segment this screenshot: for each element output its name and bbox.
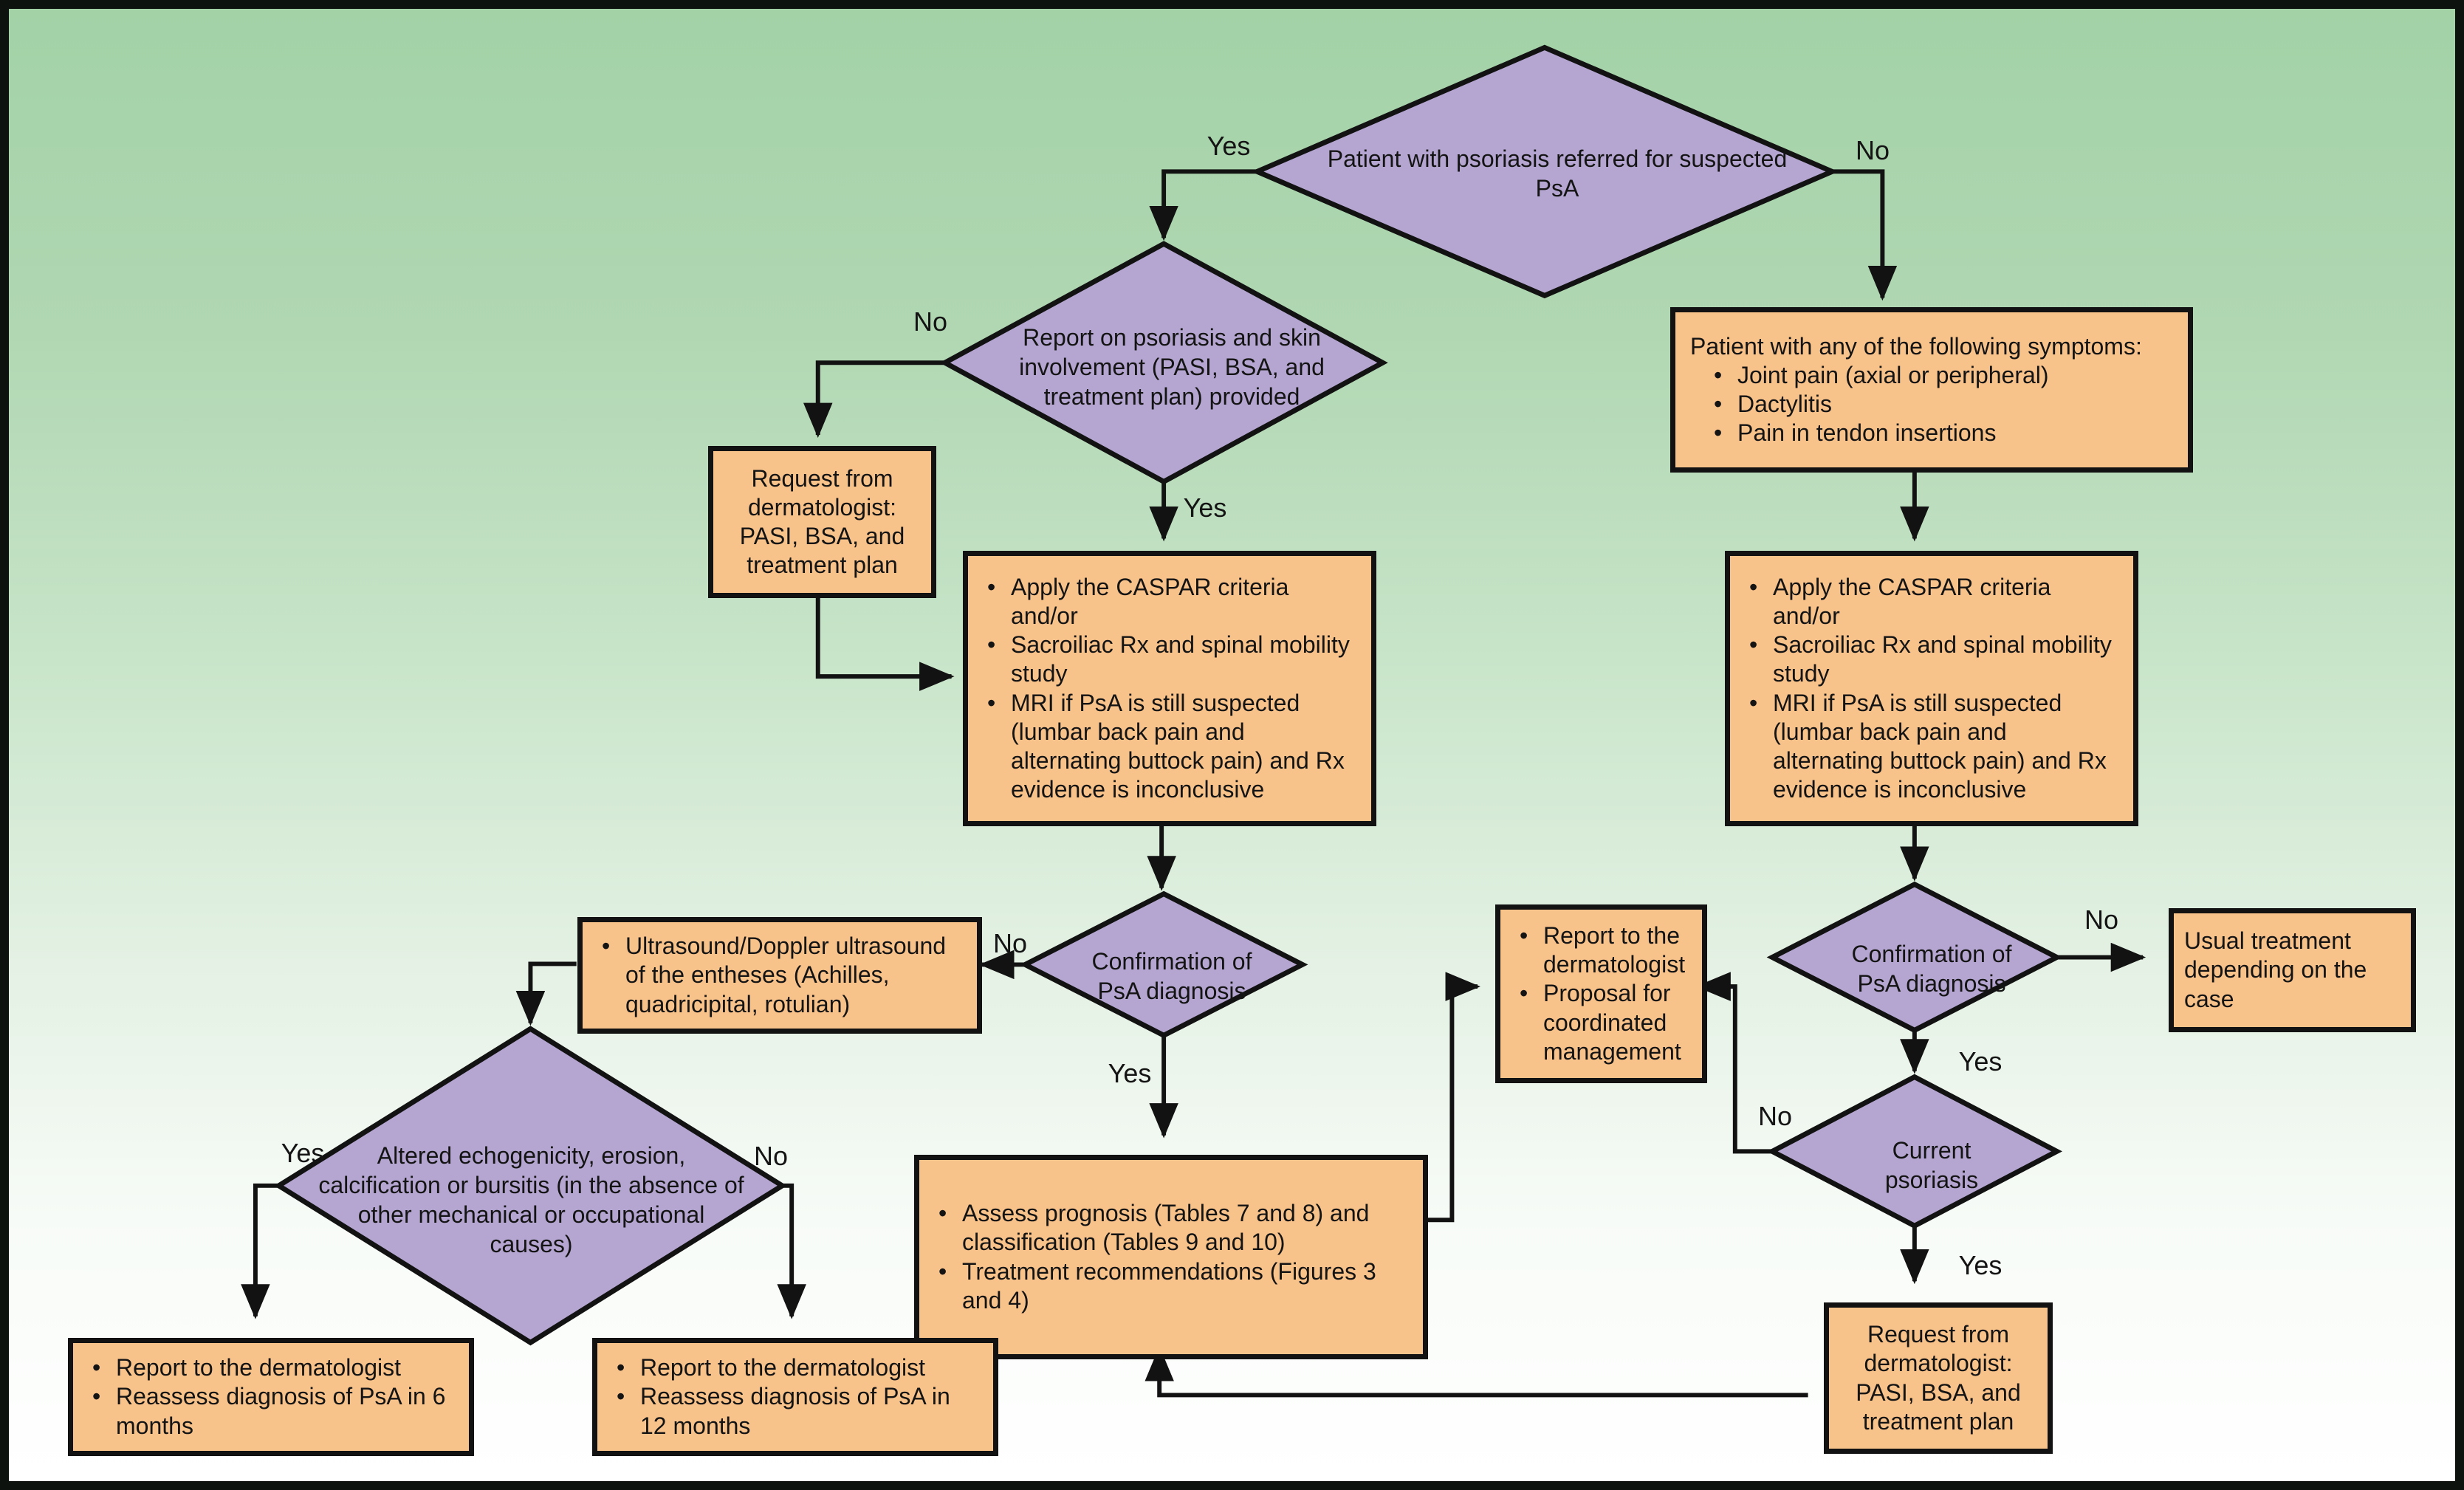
connector-report-no [818,363,945,435]
bullet-item: • Apply the CASPAR criteria and/or [978,573,1361,631]
bullet-item: • Sacroiliac Rx and spinal mobility study [978,631,1361,688]
process-request-dermatologist-right-text: Request from dermatologist: PASI, BSA, and treatment plan [1856,1321,2021,1435]
edge-label-current-no: No [1757,1101,1793,1131]
edge-label-report-no: No [913,306,948,337]
edge-label-confirmation-right-yes: Yes [1958,1046,2003,1077]
bullet-item: • Report to the dermatologist [608,1353,983,1382]
edge-label-confirmation-right-no: No [2084,904,2119,935]
decision-altered-echogenicity-text: Altered echogenicity, erosion, calcification or bursitis (in the absence of other mechanical or occupational causes) [318,1142,744,1257]
decision-confirmation-left-text: Confirmation of PsA diagnosis [1091,948,1252,1004]
connector-altered-no [782,1186,792,1316]
edge-label-referral-yes: Yes [1207,131,1251,161]
edge-label-report-yes: Yes [1183,492,1227,523]
bullet-item: • Dactylitis [1705,390,2178,419]
bullet-item: • MRI if PsA is still suspected (lumbar back pain and alternating buttock pain) and Rx evidence is inconclusive [978,689,1361,804]
connector-referral-no [1832,171,1882,298]
process-patient-symptoms [1670,307,2193,473]
bullet-item: • Joint pain (axial or peripheral) [1705,361,2178,390]
process-patient-symptoms-title: Patient with any of the following symptoms: [1690,332,2142,360]
bullet-item: • Report to the dermatologist [83,1353,459,1382]
bullet-item: • Assess prognosis (Tables 7 and 8) and classification (Tables 9 and 10) [930,1199,1413,1257]
bullet-item: • Pain in tendon insertions [1705,419,2178,447]
bullet-item: • Apply the CASPAR criteria and/or [1740,573,2123,631]
edge-label-confirmation-left-no: No [992,928,1028,958]
process-request-dermatologist-left [708,446,936,598]
bullet-item: • Reassess diagnosis of PsA in 12 months [608,1382,983,1440]
process-report-12-months [592,1338,998,1456]
connector-referral-yes [1164,171,1257,238]
bullet-item: • MRI if PsA is still suspected (lumbar back pain and alternating buttock pain) and Rx evidence is inconclusive [1740,689,2123,804]
process-usual-treatment-text: Usual treatment depending on the case [2184,927,2367,1012]
connector-altered-yes [255,1186,279,1316]
bullet-item: • Reassess diagnosis of PsA in 6 months [83,1382,459,1440]
edge-label-altered-no: No [753,1141,789,1171]
connector-ultrasound-to-altered [530,964,576,1023]
edge-label-altered-yes: Yes [281,1138,325,1168]
bullet-item: • Ultrasound/Doppler ultrasound of the entheses (Achilles, quadricipital, rotulian) [593,932,967,1018]
process-caspar-right [1725,551,2138,826]
process-request-dermatologist-right [1824,1302,2053,1454]
process-ultrasound [577,917,982,1034]
edge-label-referral-no: No [1855,135,1890,165]
process-usual-treatment [2169,908,2416,1032]
process-caspar-left [963,551,1376,826]
decision-current-psoriasis-text: Current psoriasis [1884,1137,1979,1193]
process-request-dermatologist-left-text: Request from dermatologist: PASI, BSA, and treatment plan [739,464,905,579]
decision-referred-text: Patient with psoriasis referred for suspected PsA [1327,145,1788,202]
process-assess-prognosis [914,1155,1428,1359]
process-report-proposal [1495,904,1707,1083]
edge-label-current-yes: Yes [1958,1250,2003,1280]
bullet-item: • Proposal for coordinated management [1511,979,1692,1065]
process-report-6-months [68,1338,474,1456]
bullet-item: • Sacroiliac Rx and spinal mobility study [1740,631,2123,688]
decision-confirmation-right-text: Confirmation of PsA diagnosis [1851,941,2012,997]
bullet-item: • Report to the dermatologist [1511,921,1692,979]
decision-report-provided-text: Report on psoriasis and skin involvement (PASI, BSA, and treatment plan) provided [1019,324,1325,410]
edge-label-confirmation-left-yes: Yes [1108,1058,1152,1088]
connector-request-to-caspar [818,591,952,677]
bullet-item: • Treatment recommendations (Figures 3 and 4) [930,1257,1413,1315]
